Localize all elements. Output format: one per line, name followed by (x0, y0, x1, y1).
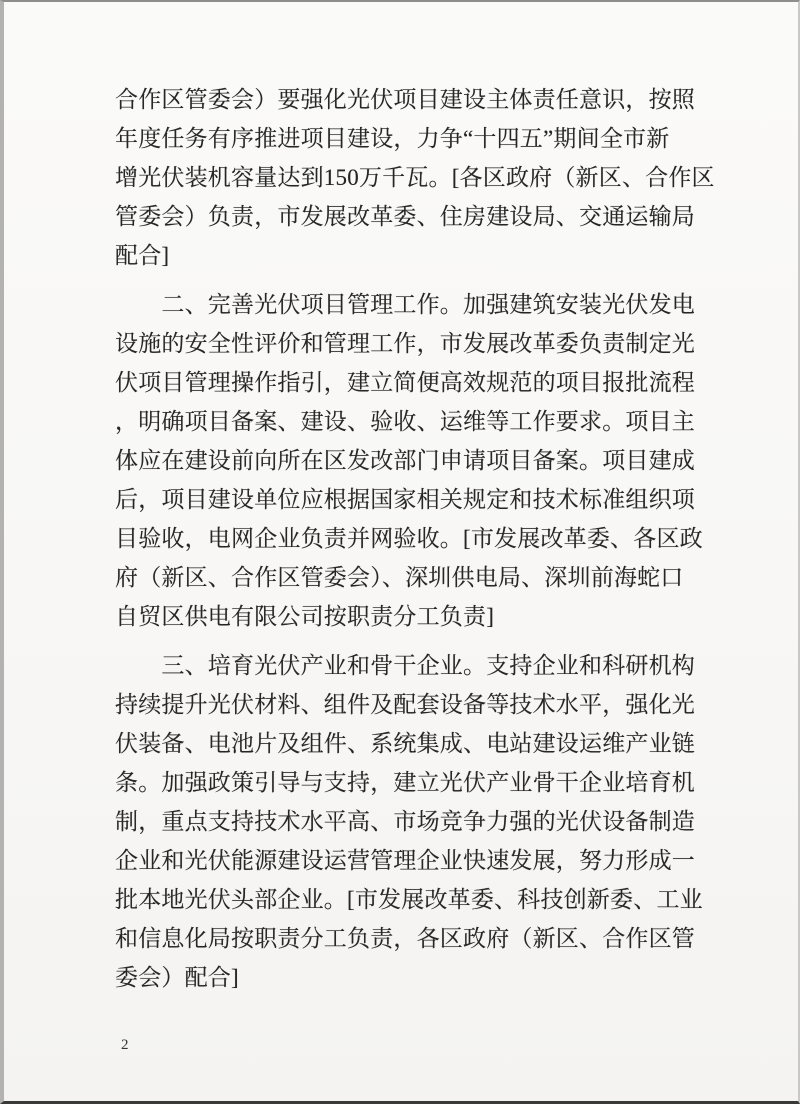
text-line: 设施的安全性评价和管理工作，市发展改革委负责制定光 (115, 331, 695, 356)
text-line: 三、培育光伏产业和骨干企业。支持企业和科研机构 (115, 653, 695, 678)
text-line: 管委会）负责，市发展改革委、住房建设局、交通运输局 (115, 204, 695, 229)
text-line: 配合] (115, 243, 170, 268)
paragraph-1-continuation (115, 80, 715, 275)
text-line: 企业和光伏能源建设运营管理企业快速发展，努力形成一 (115, 848, 695, 873)
text-line: 制，重点支持技术水平高、市场竞争力强的光伏设备制造 (115, 809, 695, 834)
document-body (115, 80, 715, 1007)
text-line: 委会）配合] (115, 965, 239, 990)
text-line: ，明确项目备案、建设、验收、运维等工作要求。项目主 (115, 409, 695, 434)
text-line: 和信息化局按职责分工负责，各区政府（新区、合作区管 (115, 926, 695, 951)
paragraph-2-section-two (115, 285, 703, 636)
text-line: 自贸区供电有限公司按职责分工负责] (115, 604, 495, 629)
text-line: 年度任务有序推进项目建设，力争“十四五”期间全市新 (115, 126, 670, 151)
text-line: 目验收，电网企业负责并网验收。[市发展改革委、各区政 (115, 526, 703, 551)
text-line: 条。加强政策引导与支持，建立光伏产业骨干企业培育机 (115, 770, 695, 795)
text-line: 增光伏装机容量达到150万千瓦。[各区政府（新区、合作区 (115, 165, 715, 190)
text-line: 伏项目管理操作指引，建立简便高效规范的项目报批流程 (115, 370, 695, 395)
text-line: 伏装备、电池片及组件、系统集成、电站建设运维产业链 (115, 731, 695, 756)
text-line: 合作区管委会）要强化光伏项目建设主体责任意识，按照 (115, 87, 695, 112)
paragraph-3-section-three (115, 646, 703, 997)
page-number: 2 (121, 1037, 129, 1053)
text-line: 体应在建设前向所在区发改部门申请项目备案。项目建成 (115, 448, 695, 473)
text-line: 二、完善光伏项目管理工作。加强建筑安装光伏发电 (115, 292, 695, 317)
text-line: 府（新区、合作区管委会）、深圳供电局、深圳前海蛇口 (115, 565, 684, 590)
text-line: 后，项目建设单位应根据国家相关规定和技术标准组织项 (115, 487, 695, 512)
text-line: 持续提升光伏材料、组件及配套设备等技术水平，强化光 (115, 692, 695, 717)
text-line: 批本地光伏头部企业。[市发展改革委、科技创新委、工业 (115, 887, 703, 912)
